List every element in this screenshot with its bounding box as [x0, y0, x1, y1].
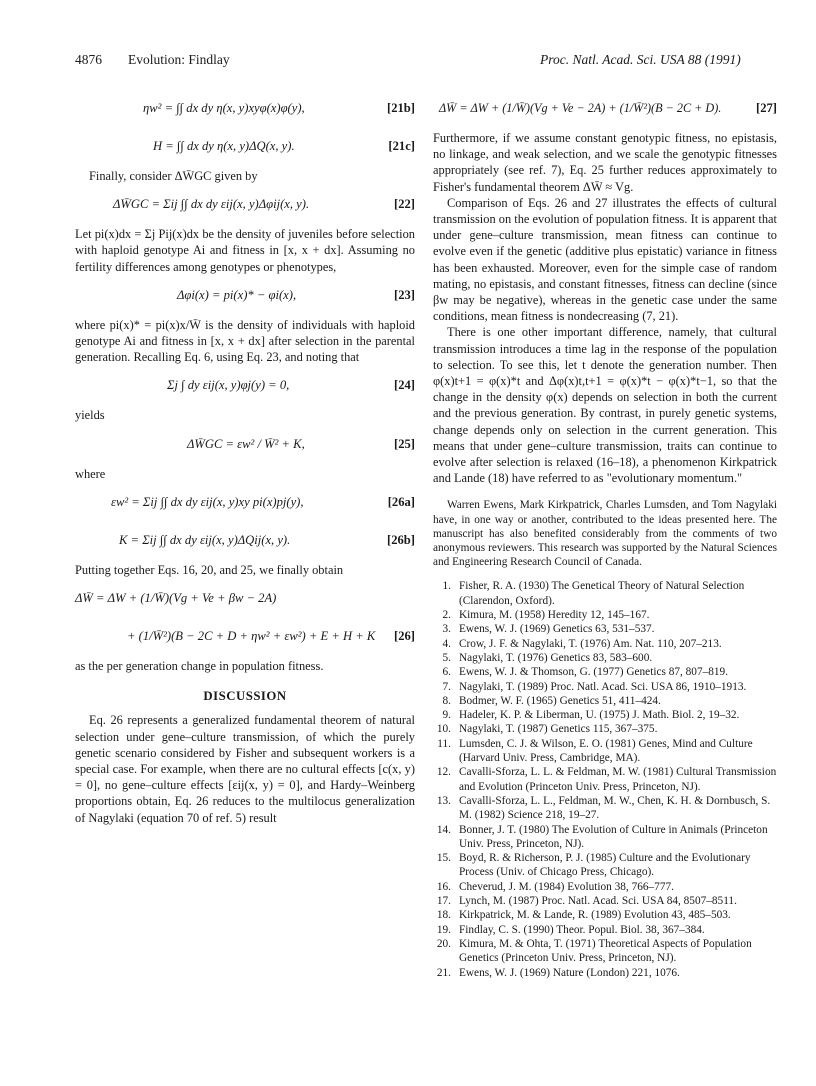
- reference-item: [433, 651, 777, 665]
- equation-22: ΔW̄GC = Σij ∫∫ dx dy εij(x, y)Δφij(x, y). [22]: [113, 197, 415, 212]
- paragraph: Putting together Eqs. 16, 20, and 25, we finally obtain: [75, 562, 344, 577]
- equation-21c: H = ∫∫ dx dy η(x, y)ΔQ(x, y). [21c]: [153, 139, 415, 153]
- reference-number: 6.: [442, 666, 451, 679]
- reference-text: Bonner, J. T. (1980) The Evolution of Culture in Animals (Princeton Univ. Press, Princeton, NJ).: [459, 823, 768, 850]
- equation-26-line-1: ΔW̄ = ΔW + (1/W̄)(Vg + Ve + βw − 2A): [75, 591, 277, 606]
- reference-number: 2.: [442, 609, 451, 622]
- reference-number: 18.: [436, 909, 451, 922]
- paragraph: Comparison of Eqs. 26 and 27 illustrates the effects of cultural transmission on the evolution of population fitness. It is apparent that under gene–culture transmission, mean fitness can continue to evolve even if the genetic (additive plus epistatic) variance in fitness has been exhausted. Moreover, even for the simple case of random mating, no epistasis, and constant fitnesses, fitness can decline (since βw may be negative), whereas in the genetic case under the same conditions, mean fitness is nondecreasing (7, 21).: [433, 195, 777, 324]
- equation-21b: ηw² = ∫∫ dx dy η(x, y)xyφ(x)φ(y), [21b]: [143, 101, 415, 115]
- reference-number: 13.: [436, 794, 451, 807]
- reference-text: Cavalli-Sforza, L. L. & Feldman, M. W. (1981) Cultural Transmission and Evolution (Princeton Univ. Press, Princeton, NJ).: [459, 766, 777, 793]
- running-section-title: Evolution: Findlay: [128, 52, 230, 67]
- left-column: [75, 88, 415, 826]
- reference-item: [433, 622, 777, 636]
- reference-text: Ewens, W. J. (1969) Genetics 63, 531–537.: [459, 623, 655, 636]
- reference-list: [433, 579, 777, 979]
- reference-item: [433, 908, 777, 922]
- reference-text: Nagylaki, T. (1987) Genetics 115, 367–375.: [459, 723, 658, 736]
- equation-27: ΔW̄ = ΔW + (1/W̄)(Vg + Ve − 2A) + (1/W̄²)(B − 2C + D). [27]: [439, 101, 777, 115]
- paragraph: where pi(x)* = pi(x)x/W̄ is the density of individuals with haploid genotype Ai and fitness in [x, x + dx] after selection in the parental generation. Recalling Eq. 6, using Eq. 23, and noting that: [75, 317, 415, 365]
- reference-text: Lumsden, C. J. & Wilson, E. O. (1981) Genes, Mind and Culture (Harvard Univ. Press, Cambridge, MA).: [459, 737, 753, 765]
- paragraph: as the per generation change in population fitness.: [75, 659, 324, 674]
- reference-item: [433, 694, 777, 708]
- reference-text: Kimura, M. & Ohta, T. (1971) Theoretical Aspects of Population Genetics (Princeton Univ. Press, Princeton, NJ).: [459, 937, 752, 965]
- reference-number: 10.: [436, 723, 451, 736]
- reference-item: [433, 608, 777, 622]
- reference-number: 5.: [442, 651, 451, 664]
- reference-number: 7.: [442, 680, 451, 693]
- reference-item: [433, 851, 777, 880]
- paragraph: Finally, consider ΔW̄GC given by: [89, 169, 258, 183]
- journal-citation: Proc. Natl. Acad. Sci. USA 88 (1991): [540, 52, 741, 67]
- acknowledgments: Warren Ewens, Mark Kirkpatrick, Charles Lumsden, and Tom Nagylaki have, in one way or another, contributed to the ideas presented here. The manuscript has also benefited considerably from the comments of two anonymous reviewers. This research was supported by the Natural Sciences and Engineering Research Council of Canada.: [433, 499, 777, 569]
- equation-23: Δφi(x) = pi(x)* − φi(x), [23]: [177, 287, 415, 302]
- section-heading-discussion: DISCUSSION: [203, 689, 287, 704]
- reference-number: 20.: [436, 937, 451, 950]
- reference-number: 17.: [436, 895, 451, 908]
- reference-item: [433, 579, 777, 608]
- reference-item: [433, 680, 777, 694]
- equation-26b: K = Σij ∫∫ dx dy εij(x, y)ΔQij(x, y). [26b]: [119, 532, 415, 547]
- reference-item: [433, 794, 777, 823]
- paragraph: Eq. 26 represents a generalized fundamental theorem of natural selection under gene–culture transmission, of which the purely genetic scenario considered by Fisher and subsequent workers is a special case. For example, when there are no cultural effects [c(x, y) = 0], no gene–culture effects [εij(x, y) = 0], and Hardy–Weinberg proportions obtain, Eq. 26 reduces to the multilocus generalization of Nagylaki (equation 70 of ref. 5) result: [75, 713, 415, 825]
- equation-25: ΔW̄GC = εw² / W̄² + K, [25]: [187, 436, 415, 451]
- reference-text: Crow, J. F. & Nagylaki, T. (1976) Am. Nat. 110, 207–213.: [459, 637, 722, 650]
- equation-26a: εw² = Σij ∫∫ dx dy εij(x, y)xy pi(x)pj(y), [26a]: [111, 494, 415, 509]
- reference-number: 3.: [442, 623, 451, 636]
- reference-number: 15.: [436, 852, 451, 865]
- reference-item: [433, 708, 777, 722]
- reference-item: [433, 923, 777, 937]
- reference-item: [433, 966, 777, 980]
- paragraph: where: [75, 466, 106, 481]
- reference-item: [433, 823, 777, 852]
- reference-number: 19.: [436, 923, 451, 936]
- reference-item: [433, 665, 777, 679]
- reference-text: Cavalli-Sforza, L. L., Feldman, M. W., Chen, K. H. & Dornbusch, S. M. (1982) Science 218, 19–27.: [459, 794, 771, 822]
- paragraph: yields: [75, 408, 105, 423]
- reference-text: Fisher, R. A. (1930) The Genetical Theory of Natural Selection (Clarendon, Oxford).: [459, 580, 745, 607]
- reference-text: Nagylaki, T. (1976) Genetics 83, 583–600.: [459, 651, 653, 664]
- reference-number: 8.: [442, 694, 451, 707]
- reference-number: 21.: [436, 966, 451, 979]
- reference-item: [433, 765, 777, 794]
- reference-item: [433, 737, 777, 766]
- reference-text: Bodmer, W. F. (1965) Genetics 51, 411–424.: [459, 694, 661, 707]
- reference-item: [433, 722, 777, 736]
- reference-text: Cheverud, J. M. (1984) Evolution 38, 766–777.: [459, 880, 674, 893]
- reference-text: Hadeler, K. P. & Liberman, U. (1975) J. Math. Biol. 2, 19–32.: [459, 709, 740, 722]
- page-number: 4876: [75, 52, 102, 67]
- reference-text: Boyd, R. & Richerson, P. J. (1985) Culture and the Evolutionary Process (Univ. of Chicago Press, Chicago).: [459, 852, 751, 879]
- reference-number: 11.: [437, 737, 451, 750]
- reference-number: 16.: [436, 880, 451, 893]
- paragraph: Let pi(x)dx = Σj Pij(x)dx be the density of juveniles before selection with haploid genotype Ai and fitness in [x, x + dx]. Assuming no fertility differences among genotypes or phenotypes,: [75, 227, 415, 274]
- reference-item: [433, 637, 777, 651]
- reference-number: 9.: [442, 709, 451, 722]
- reference-text: Ewens, W. J. (1969) Nature (London) 221, 1076.: [459, 966, 680, 979]
- paragraph: There is one other important difference, namely, that cultural transmission introduces a time lag in the response of the population to selection. To see this, let t denote the generation number. Then φ(x)t+1 = φ(x)*t and Δφ(x)t,t+1 = φ(x)*t − φ(x)*t−1, so that the change in the density φ(x) depends on selection in both the current and the previous generation. By contrast, in purely genetic systems, change depends only on selection in the current generation. This means that under gene–culture transmission, traits can continue to evolve after selection is relaxed (16–18), a phenomenon Kirkpatrick and Lande (18) have referred to as "evolutionary momentum.": [433, 325, 777, 486]
- reference-text: Ewens, W. J. & Thomson, G. (1977) Genetics 87, 807–819.: [459, 666, 729, 679]
- reference-item: [433, 894, 777, 908]
- reference-text: Kimura, M. (1958) Heredity 12, 145–167.: [459, 609, 650, 622]
- reference-item: [433, 880, 777, 894]
- equation-26-line-2: + (1/W̄²)(B − 2C + D + ηw² + εw²) + E + H + K [26]: [127, 629, 415, 644]
- reference-text: Findlay, C. S. (1990) Theor. Popul. Biol. 38, 367–384.: [459, 923, 705, 936]
- paragraph: Furthermore, if we assume constant genotypic fitness, no epistasis, no linkage, and weak selection, and we scale the genotypic fitnesses appropriately (see ref. 7), Eq. 25 further reduces approximately to Fisher's fundamental theorem ΔW̄ ≈ Vg.: [433, 131, 777, 194]
- reference-number: 14.: [436, 823, 451, 836]
- reference-text: Lynch, M. (1987) Proc. Natl. Acad. Sci. USA 84, 8507–8511.: [459, 895, 737, 908]
- equation-24: Σj ∫ dy εij(x, y)φj(y) = 0, [24]: [167, 378, 415, 393]
- right-column: [433, 88, 777, 980]
- reference-item: [433, 937, 777, 966]
- reference-text: Kirkpatrick, M. & Lande, R. (1989) Evolution 43, 485–503.: [459, 909, 731, 922]
- reference-number: 4.: [442, 637, 451, 650]
- reference-number: 12.: [436, 766, 451, 779]
- reference-number: 1.: [442, 580, 451, 593]
- reference-text: Nagylaki, T. (1989) Proc. Natl. Acad. Sci. USA 86, 1910–1913.: [459, 680, 747, 693]
